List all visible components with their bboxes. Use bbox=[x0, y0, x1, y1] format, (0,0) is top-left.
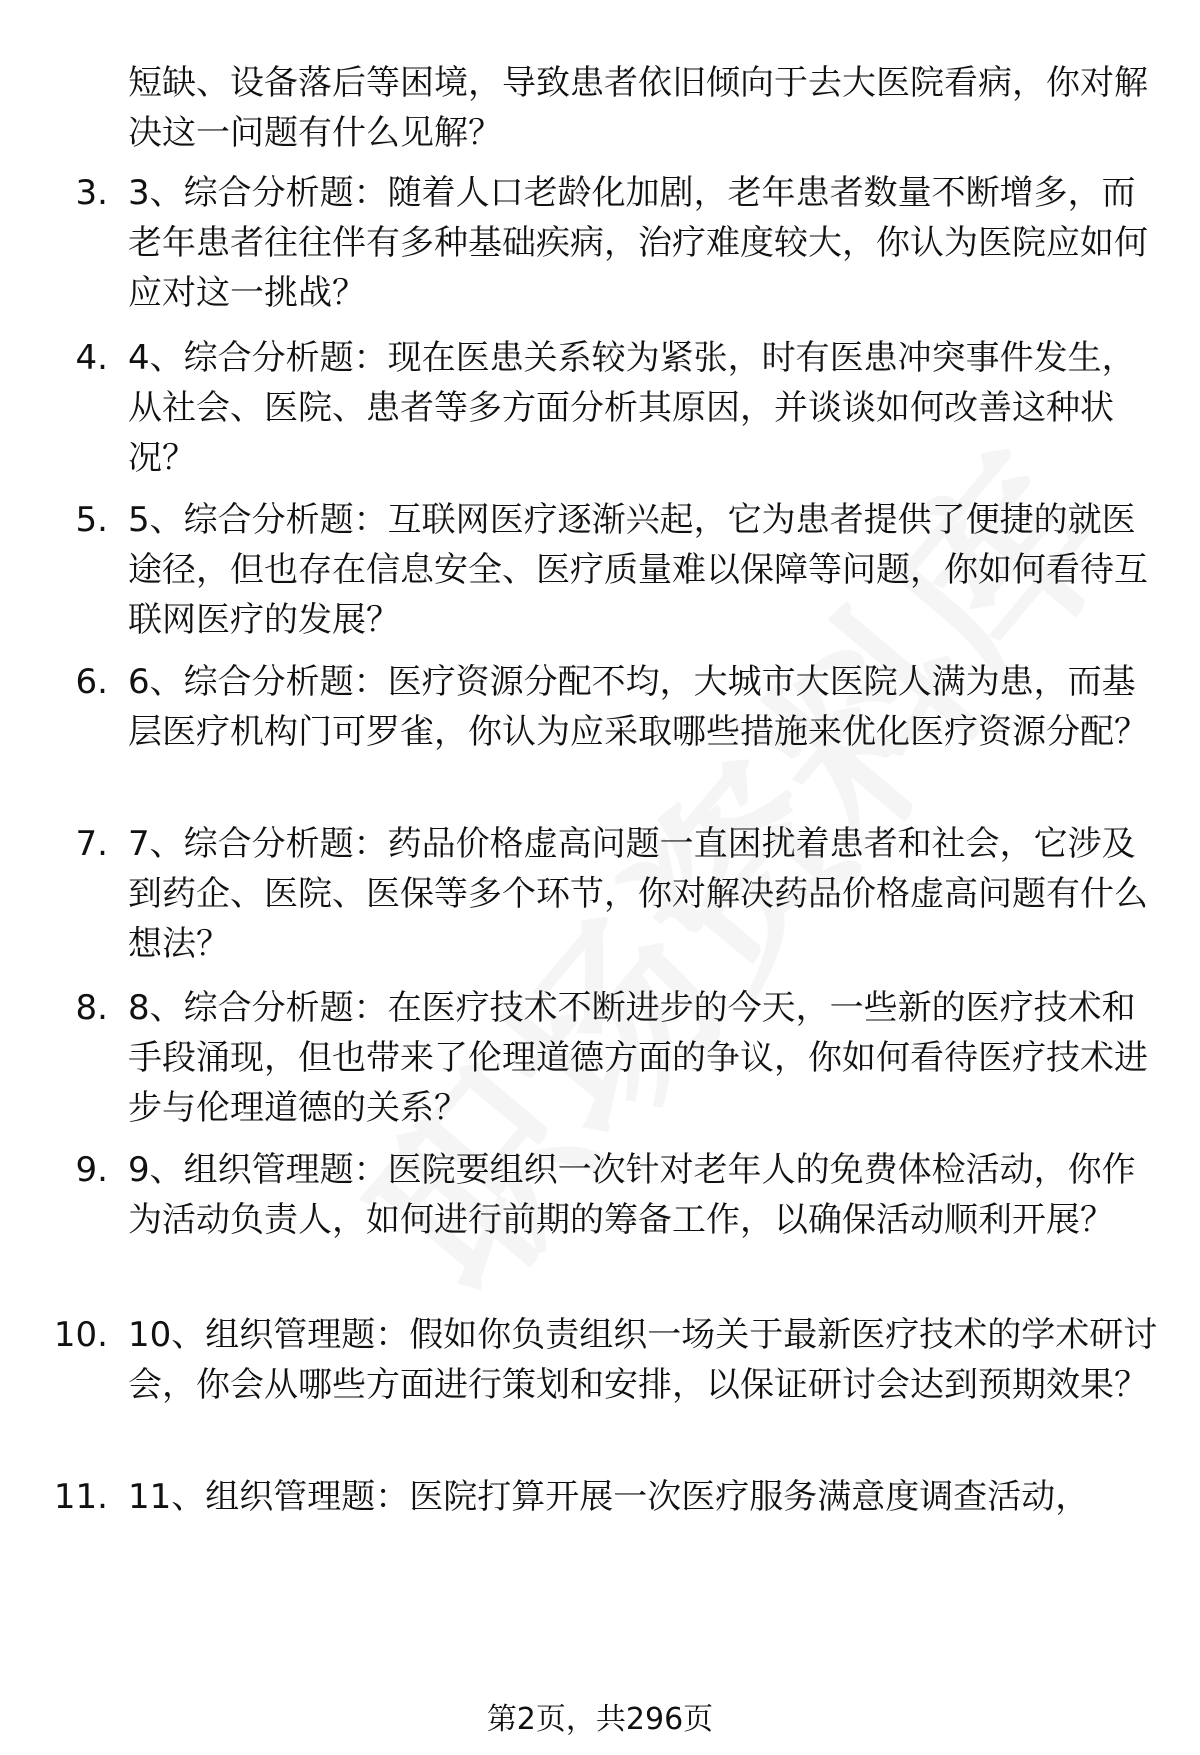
question-number: 7. bbox=[75, 824, 108, 864]
question-number: 11. bbox=[53, 1477, 108, 1517]
question-number: 5. bbox=[75, 500, 108, 540]
question-number: 6. bbox=[75, 662, 108, 702]
question-text: 10、组织管理题：假如你负责组织一场关于最新医疗技术的学术研讨会，你会从哪些方面进行策划和安排，以保证研讨会达到预期效果？ bbox=[128, 1315, 1158, 1405]
question-text: 6、综合分析题：医疗资源分配不均，大城市大医院人满为患，而基层医疗机构门可罗雀，你认为应采取哪些措施来优化医疗资源分配？ bbox=[128, 662, 1148, 752]
question-number: 4. bbox=[75, 338, 108, 378]
question-text: 7、综合分析题：药品价格虚高问题一直困扰着患者和社会，它涉及到药企、医院、医保等多个环节，你对解决药品价格虚高问题有什么想法？ bbox=[128, 824, 1148, 964]
question-number: 10. bbox=[53, 1315, 108, 1355]
question-number: 8. bbox=[75, 988, 108, 1028]
question-text: 4、综合分析题：现在医患关系较为紧张，时有医患冲突事件发生，从社会、医院、患者等多方面分析其原因，并谈谈如何改善这种状况？ bbox=[128, 338, 1136, 478]
question-text: 11、组织管理题：医院打算开展一次医疗服务满意度调查活动， bbox=[128, 1477, 1090, 1517]
continued-question-text: 短缺、设备落后等困境，导致患者依旧倾向于去大医院看病，你对解决这一问题有什么见解？ bbox=[128, 63, 1148, 153]
question-number: 9. bbox=[75, 1150, 108, 1190]
page-footer: 第2页，共296页 bbox=[486, 1702, 714, 1737]
question-text: 5、综合分析题：互联网医疗逐渐兴起，它为患者提供了便捷的就医途径，但也存在信息安全、医疗质量难以保障等问题，你如何看待互联网医疗的发展？ bbox=[128, 500, 1148, 640]
question-text: 9、组织管理题：医院要组织一次针对老年人的免费体检活动，你作为活动负责人，如何进行前期的筹备工作，以确保活动顺利开展？ bbox=[128, 1150, 1136, 1240]
question-text: 3、综合分析题：随着人口老龄化加剧，老年患者数量不断增多，而老年患者往往伴有多种基础疾病，治疗难度较大，你认为医院应如何应对这一挑战？ bbox=[128, 173, 1148, 313]
question-number: 3. bbox=[75, 173, 108, 213]
question-text: 8、综合分析题：在医疗技术不断进步的今天，一些新的医疗技术和手段涌现，但也带来了伦理道德方面的争议，你如何看待医疗技术进步与伦理道德的关系？ bbox=[128, 988, 1148, 1128]
